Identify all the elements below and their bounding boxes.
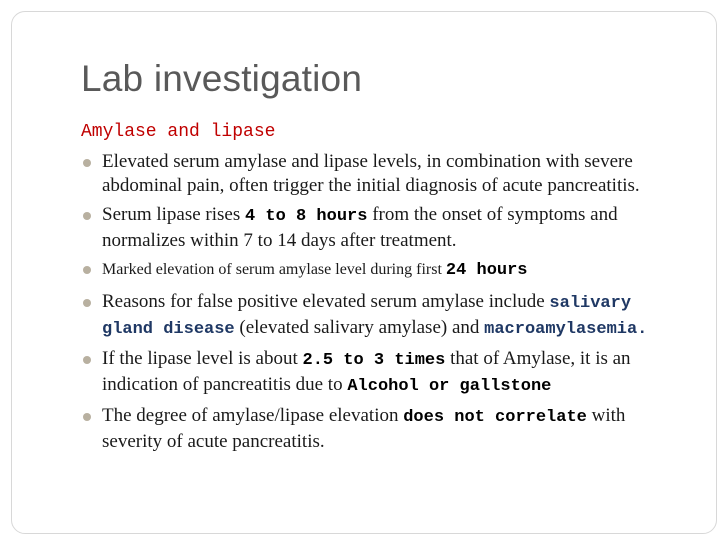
bullet-text: Serum lipase rises bbox=[102, 204, 246, 225]
bullet-item bbox=[81, 203, 681, 253]
keyword-highlight: 4 to 8 hours bbox=[245, 207, 368, 226]
bullet-item bbox=[81, 347, 681, 399]
keyword-highlight: does not correlate bbox=[403, 408, 587, 427]
keyword-highlight: 2.5 to 3 times bbox=[302, 351, 446, 370]
bullet-list bbox=[81, 150, 681, 459]
bullet-icon bbox=[83, 266, 91, 274]
keyword-highlight: 24 hours bbox=[445, 261, 528, 280]
keyword-highlight: Alcohol or gallstone bbox=[347, 377, 552, 396]
bullet-text: The degree of amylase/lipase elevation bbox=[102, 405, 404, 426]
bullet-item bbox=[81, 404, 681, 454]
bullet-icon bbox=[83, 356, 91, 364]
keyword-highlight: salivary gland disease bbox=[102, 294, 632, 339]
bullet-text: Reasons for false positive elevated serum amylase include bbox=[102, 291, 550, 312]
section-heading: Amylase and lipase bbox=[81, 122, 276, 142]
keyword-highlight: macroamylasemia. bbox=[484, 320, 648, 339]
bullet-text: with severity of acute pancreatitis. bbox=[102, 405, 626, 452]
bullet-icon bbox=[83, 413, 91, 421]
bullet-icon bbox=[83, 212, 91, 220]
bullet-text: Elevated serum amylase and lipase levels, in combination with severe abdominal pain, often trigger the initial diagnosis of acute pancreatitis. bbox=[102, 151, 640, 196]
bullet-text: (elevated salivary amylase) and bbox=[234, 317, 485, 338]
bullet-text: If the lipase level is about bbox=[102, 348, 303, 369]
bullet-item bbox=[81, 150, 681, 198]
bullet-item bbox=[81, 258, 681, 283]
bullet-text: that of Amylase, it is an indication of pancreatitis due to bbox=[102, 348, 631, 395]
bullet-item bbox=[81, 290, 681, 342]
bullet-icon bbox=[83, 159, 91, 167]
slide-title: Lab investigation bbox=[81, 58, 363, 99]
bullet-text: Marked elevation of serum amylase level during first bbox=[102, 261, 446, 278]
bullet-text: from the onset of symptoms and normalizes within 7 to 14 days after treatment. bbox=[102, 204, 618, 251]
bullet-icon bbox=[83, 299, 91, 307]
